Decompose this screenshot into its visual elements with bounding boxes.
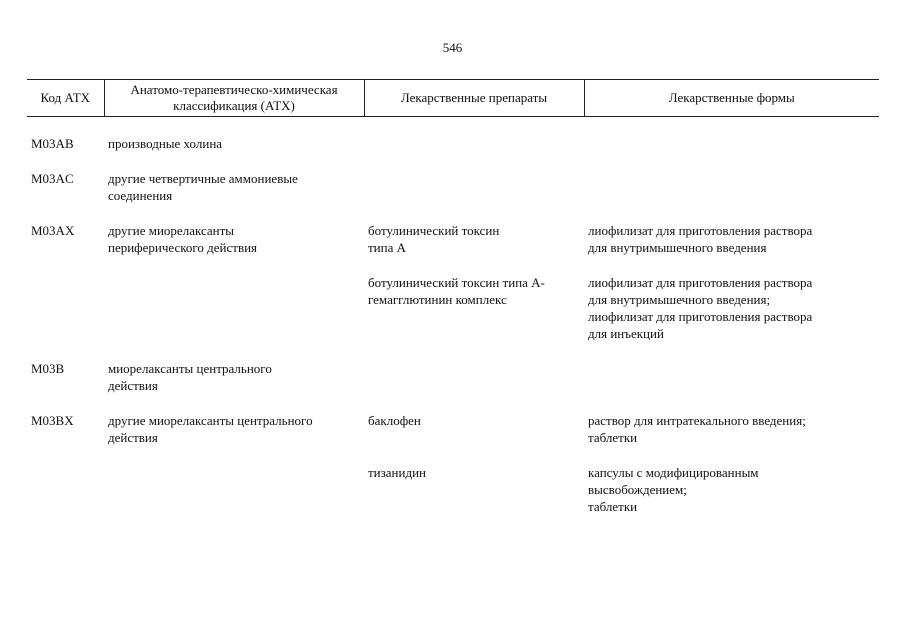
classification-cell (104, 274, 364, 342)
header-dosage-forms: Лекарственные формы (584, 80, 879, 117)
atc-code-cell (27, 464, 104, 515)
atc-table (27, 79, 879, 515)
atc-code-cell: M03AC (31, 171, 74, 186)
table-row (27, 412, 879, 446)
atc-code-cell: M03AB (31, 136, 74, 151)
table-row (27, 274, 879, 342)
atc-code-cell: M03BX (31, 413, 74, 428)
header-atc-code: Код АТХ (27, 80, 104, 117)
drug-cell (364, 360, 584, 394)
table-row (27, 464, 879, 515)
classification-cell (104, 464, 364, 515)
atc-code-cell: M03B (31, 361, 65, 376)
drug-cell: тизанидин (368, 465, 426, 480)
table-row (27, 170, 879, 204)
dosage-form-cell (584, 135, 879, 152)
header-atc-classification: Анатомо-терапевтическо-химическая классификация (АТХ) (104, 80, 364, 117)
table-header-row (27, 80, 879, 117)
atc-code-cell (27, 274, 104, 342)
classification-cell: производные холина (108, 136, 223, 151)
dosage-form-cell (584, 360, 879, 394)
classification-cell: другие четвертичные аммониевые соединения (108, 171, 298, 203)
classification-cell: другие миорелаксанты центрального действия (108, 413, 313, 445)
classification-cell: другие миорелаксанты периферического действия (108, 223, 258, 255)
drug-cell: баклофен (368, 413, 421, 428)
page-number: 546 (442, 40, 463, 55)
drug-cell: ботулинический токсин типа А (368, 223, 500, 255)
atc-code-cell: M03AX (31, 223, 75, 238)
drug-cell (364, 135, 584, 152)
dosage-form-cell: лиофилизат для приготовления раствора для внутримышечного введения; лиофилизат для приготовления раствора для инъекций (588, 275, 813, 341)
header-drugs: Лекарственные препараты (364, 80, 584, 117)
dosage-form-cell (584, 170, 879, 204)
drug-cell (364, 170, 584, 204)
table-row (27, 222, 879, 256)
dosage-form-cell: лиофилизат для приготовления раствора для внутримышечного введения (588, 223, 813, 255)
dosage-form-cell: раствор для интратекального введения; таблетки (588, 413, 806, 445)
drug-cell: ботулинический токсин типа А- гемагглютинин комплекс (368, 275, 545, 307)
table-row (27, 360, 879, 394)
classification-cell: миорелаксанты центрального действия (108, 361, 272, 393)
table-row (27, 135, 879, 152)
dosage-form-cell: капсулы с модифицированным высвобождением; таблетки (588, 465, 759, 514)
